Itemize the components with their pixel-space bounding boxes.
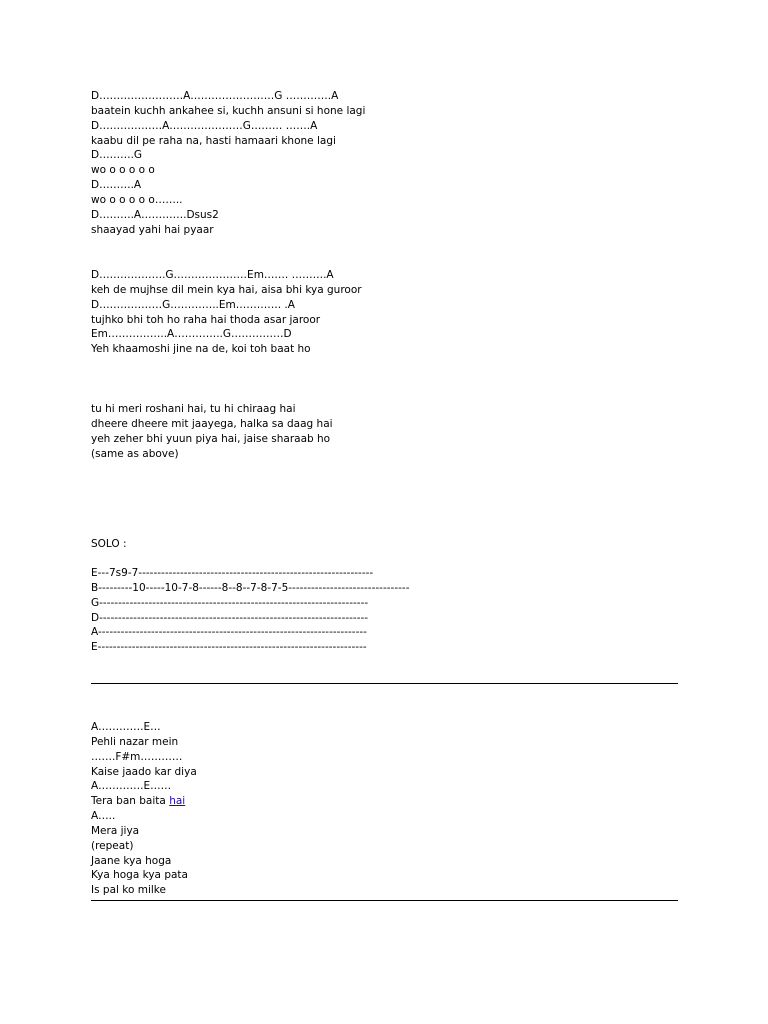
tab-line: G----------------------------------------------------------------------- (91, 596, 369, 609)
verse-section-3 (91, 402, 333, 461)
chord-line: D………………G…………..Em…………. .A (91, 298, 295, 311)
lyric-line: kaabu dil pe raha na, hasti hamaari khone lagi (91, 134, 336, 147)
lyric-line: Kaise jaado kar diya (91, 765, 197, 778)
lyric-line: Jaane kya hoga (91, 854, 172, 867)
lyric-line: Kya hoga kya pata (91, 869, 188, 882)
solo-tablature (91, 566, 410, 655)
chord-line: …….F#m………… (91, 750, 183, 763)
lyric-line: Mera jiya (91, 824, 140, 837)
lyric-line: wo o o o o o (91, 164, 155, 177)
tab-line: B---------10-----10-7-8------8--8--7-8-7-5-------------------------------- (91, 581, 410, 594)
chord-line: D……….A………….Dsus2 (91, 208, 219, 221)
horizontal-divider (91, 900, 678, 901)
lyric-line (91, 794, 197, 809)
chord-line: D……….G (91, 149, 143, 162)
tab-line: A----------------------------------------------------------------------- (91, 626, 367, 639)
hai-link[interactable]: hai (169, 795, 186, 808)
chord-line: D……………….G…………………Em……. ……….A (91, 269, 334, 281)
chorus-section (91, 720, 197, 898)
tab-line: D----------------------------------------------------------------------- (91, 611, 369, 624)
chord-line: A………….E…… (91, 780, 172, 793)
chord-line: D………………A…………………G……… …….A (91, 119, 318, 132)
lyric-line: yeh zeher bhi yuun piya hai, jaise sharaab ho (91, 432, 331, 445)
chord-line: A….. (91, 810, 116, 823)
lyric-line: tu hi meri roshani hai, tu hi chiraag hai (91, 403, 296, 415)
solo-section (91, 537, 127, 552)
chord-line: D……………………A……………………G ………….A (91, 90, 339, 102)
lyric-line: shaayad yahi hai pyaar (91, 223, 214, 236)
tab-line: E----------------------------------------------------------------------- (91, 641, 367, 654)
lyric-line: dheere dheere mit jaayega, halka sa daag hai (91, 417, 333, 430)
lyric-line: (same as above) (91, 447, 179, 460)
lyric-line: keh de mujhse dil mein kya hai, aisa bhi kya guroor (91, 283, 362, 296)
verse-section-1 (91, 89, 365, 237)
lyric-line: Yeh khaamoshi jine na de, koi toh baat ho (91, 343, 311, 356)
lyric-line: wo o o o o o…….. (91, 193, 183, 206)
tab-line: E---7s9-7-------------------------------------------------------------- (91, 567, 374, 579)
solo-label: SOLO : (91, 538, 127, 550)
verse-section-2 (91, 268, 362, 357)
horizontal-divider (91, 683, 678, 684)
chord-line: D……….A (91, 179, 142, 192)
repeat-note: (repeat) (91, 839, 134, 852)
chord-line: Em……………..A…………..G……………D (91, 328, 292, 341)
lyric-line: baatein kuchh ankahee si, kuchh ansuni si hone lagi (91, 104, 366, 117)
chord-line: A………….E… (91, 721, 161, 733)
lyric-text: Tera ban baita (91, 795, 170, 808)
lyric-line: Pehli nazar mein (91, 735, 179, 748)
lyric-line: tujhko bhi toh ho raha hai thoda asar jaroor (91, 313, 321, 326)
lyric-line: Is pal ko milke (91, 884, 166, 897)
